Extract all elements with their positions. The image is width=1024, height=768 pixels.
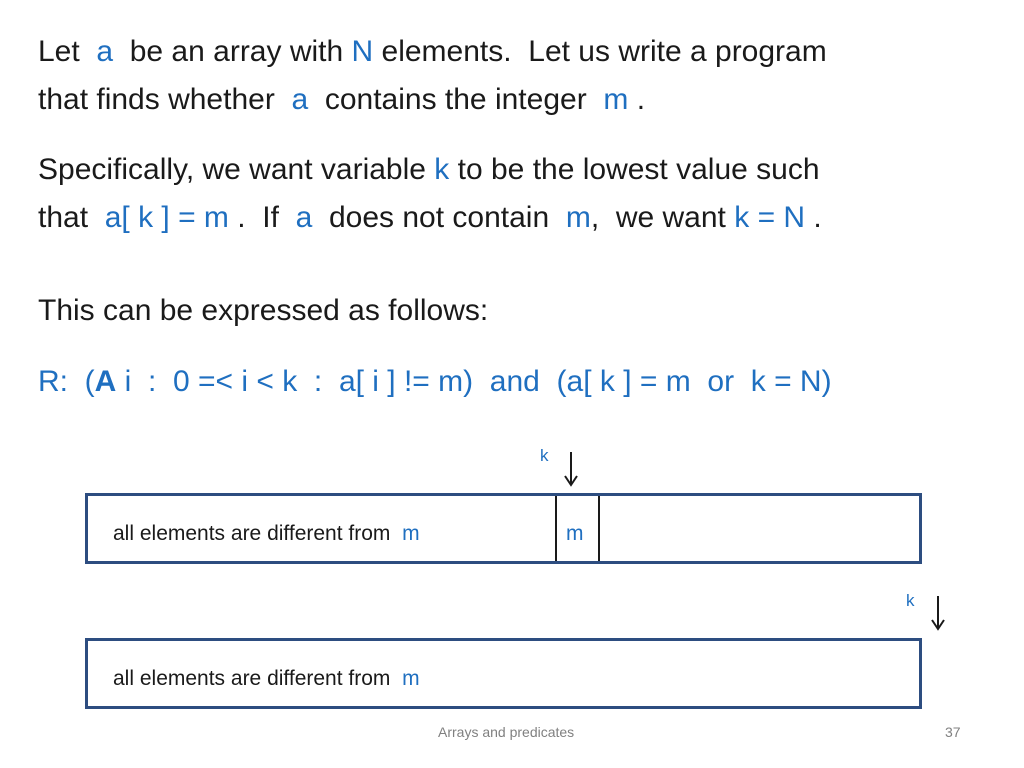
cell-divider (598, 496, 600, 561)
formula-forall: A (94, 365, 117, 398)
expressed-text: This can be expressed as follows: (38, 294, 489, 327)
var-a: a (96, 35, 114, 68)
formula-body: i : 0 =< i < k : a[ i ] != m) and (a[ k ] = m or k = N) (116, 365, 832, 398)
intro-text: . (628, 83, 646, 116)
k-label: k (906, 591, 915, 610)
cell-m-label: m (566, 522, 584, 545)
spec-text: that (38, 201, 105, 234)
cell-divider (555, 496, 557, 561)
var-m: m (565, 201, 591, 234)
intro-line-1 (38, 28, 827, 76)
spec-text: . (805, 201, 822, 234)
spec-text: , we want (590, 201, 735, 234)
spec-text: Specifically, we want variable (38, 153, 435, 186)
intro-line-2 (38, 76, 827, 124)
expr-kN: k = N (734, 201, 806, 234)
spec-text: . If (228, 201, 296, 234)
intro-text: Let (38, 35, 97, 68)
spec-line-2 (38, 194, 822, 242)
intro-text: be an array with (113, 35, 352, 68)
k-label: k (540, 446, 549, 465)
intro-text: that finds whether (38, 83, 292, 116)
region-label (113, 667, 420, 691)
var-a: a (291, 83, 309, 116)
expr-akm: a[ k ] = m (104, 201, 229, 234)
var-a: a (295, 201, 313, 234)
down-arrow-icon (930, 594, 946, 632)
spec-text: does not contain (312, 201, 566, 234)
spec-text: to be the lowest value such (449, 153, 820, 186)
region-label (113, 522, 420, 546)
formula-R (38, 358, 832, 406)
spec-paragraph (38, 146, 822, 242)
page-number: 37 (945, 724, 961, 740)
formula-prefix: R: ( (38, 365, 95, 398)
intro-paragraph (38, 28, 827, 124)
var-N: N (351, 35, 374, 68)
spec-line-1 (38, 146, 822, 194)
var-m: m (402, 667, 420, 690)
region-text: all elements are different from (113, 667, 403, 690)
intro-text: contains the integer (308, 83, 604, 116)
region-text: all elements are different from (113, 522, 403, 545)
var-m: m (402, 522, 420, 545)
var-m: m (603, 83, 629, 116)
footer-title: Arrays and predicates (438, 724, 575, 740)
down-arrow-icon (563, 450, 579, 488)
var-k: k (434, 153, 450, 186)
intro-text: elements. Let us write a program (373, 35, 827, 68)
